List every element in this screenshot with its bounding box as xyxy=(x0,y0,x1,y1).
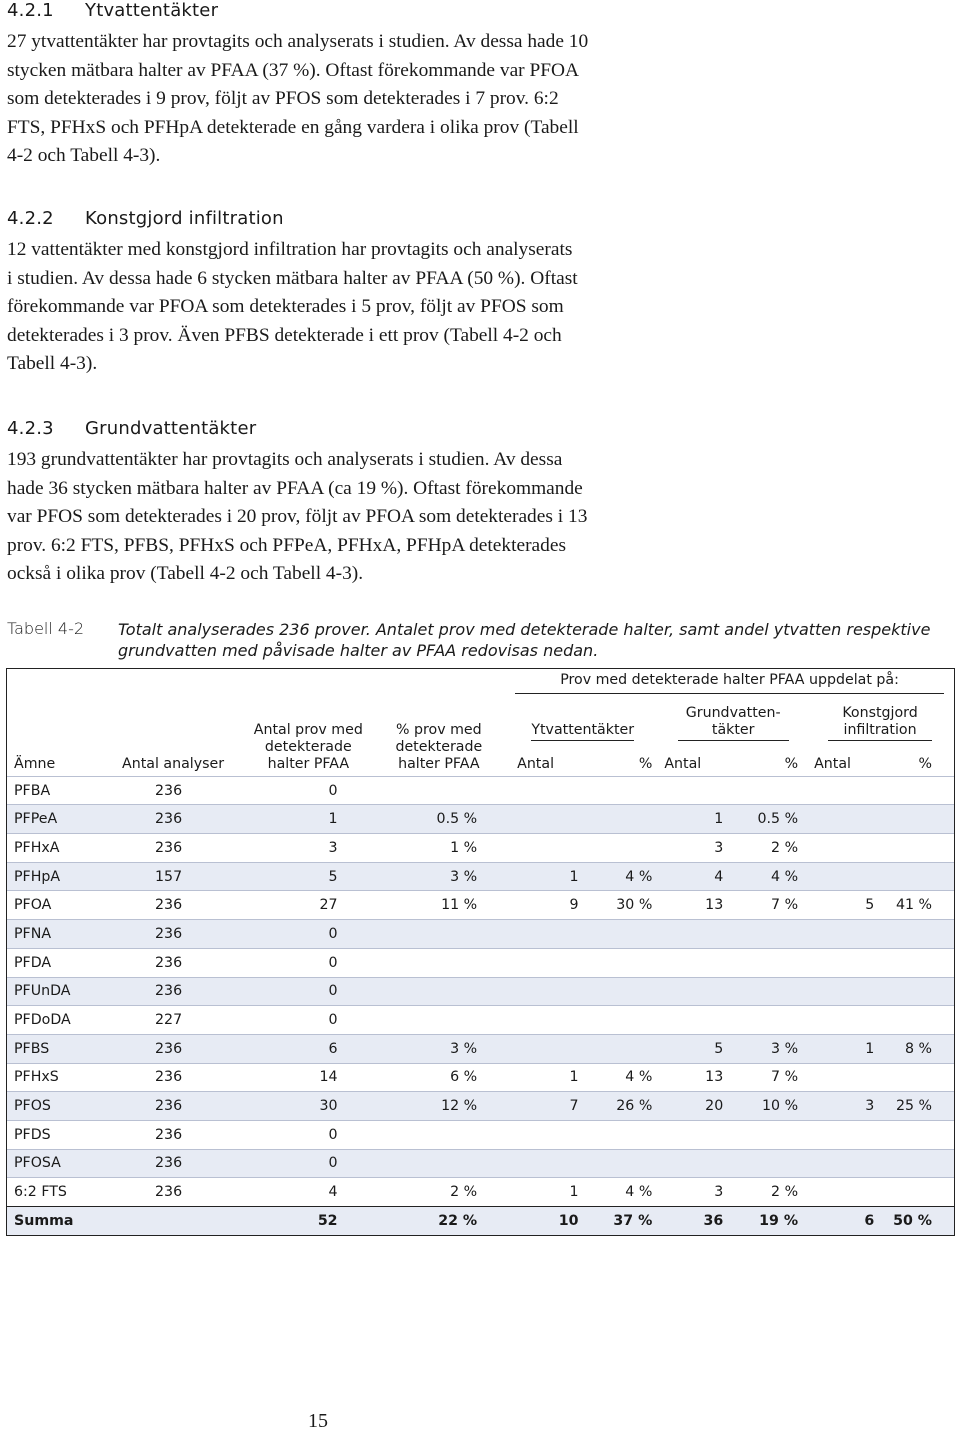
cell-ki-antal xyxy=(806,948,874,977)
table-body xyxy=(7,776,954,1235)
col-header-amne: Ämne xyxy=(14,755,56,772)
cell-pct-prov xyxy=(343,977,506,1006)
cell-yt-pct: 4 % xyxy=(579,1063,661,1092)
table-caption-label: Tabell 4-2 xyxy=(7,619,85,638)
cell-yt-pct xyxy=(579,776,661,805)
cell-ki-antal xyxy=(806,805,874,834)
cell-pct-prov: 12 % xyxy=(343,1092,506,1121)
col-header-antal-analyser: Antal analyser xyxy=(122,755,225,772)
cell-ki-antal: 1 xyxy=(806,1034,874,1063)
cell-yt-pct xyxy=(579,1034,661,1063)
cell-gv-antal xyxy=(660,776,723,805)
section-4-2-1 xyxy=(7,0,637,171)
table-row xyxy=(7,805,954,834)
cell-yt-pct xyxy=(579,1006,661,1035)
cell-ki-antal xyxy=(806,1149,874,1178)
cell-antal-prov: 4 xyxy=(246,1178,342,1207)
cell-yt-antal: 1 xyxy=(505,1063,578,1092)
cell-gv-antal: 3 xyxy=(660,1178,723,1207)
group-header: Prov med detekterade halter PFAA uppdelat på: xyxy=(515,672,944,694)
col-header-gv-pct: % xyxy=(784,755,799,772)
cell-gv-pct: 7 % xyxy=(723,1063,806,1092)
col-header-ki-antal: Antal xyxy=(814,755,851,772)
cell-gv-pct: 3 % xyxy=(723,1034,806,1063)
cell-yt-antal xyxy=(505,920,578,949)
cell-ki-pct xyxy=(874,805,954,834)
cell-yt-antal: 9 xyxy=(505,891,578,920)
cell-pct-prov xyxy=(343,948,506,977)
cell-ki-antal xyxy=(806,977,874,1006)
cell-amne: PFBS xyxy=(7,1034,115,1063)
table-header-group-row xyxy=(7,669,954,697)
cell-antal-analyser: 236 xyxy=(115,1034,246,1063)
cell-pct-prov: 2 % xyxy=(343,1178,506,1207)
table-sum-row xyxy=(7,1207,954,1235)
cell-yt-pct: 37 % xyxy=(579,1207,661,1235)
cell-pct-prov: 3 % xyxy=(343,1034,506,1063)
cell-ki-antal: 5 xyxy=(806,891,874,920)
cell-amne: PFHpA xyxy=(7,862,115,891)
cell-yt-pct xyxy=(579,1120,661,1149)
cell-gv-pct xyxy=(723,1006,806,1035)
cell-antal-prov: 27 xyxy=(246,891,342,920)
section-4-2-3 xyxy=(7,418,637,589)
cell-antal-analyser: 236 xyxy=(115,891,246,920)
cell-yt-antal xyxy=(505,977,578,1006)
cell-yt-pct: 4 % xyxy=(579,862,661,891)
cell-ki-antal xyxy=(806,862,874,891)
cell-gv-antal: 3 xyxy=(660,834,723,863)
table-row xyxy=(7,977,954,1006)
table-header-row xyxy=(7,697,954,745)
cell-antal-prov: 1 xyxy=(246,805,342,834)
cell-ki-pct xyxy=(874,1120,954,1149)
cell-yt-antal: 7 xyxy=(505,1092,578,1121)
cell-gv-antal xyxy=(660,1120,723,1149)
cell-antal-analyser: 236 xyxy=(115,977,246,1006)
cell-antal-prov: 0 xyxy=(246,776,342,805)
cell-amne: PFPeA xyxy=(7,805,115,834)
cell-yt-antal: 1 xyxy=(505,862,578,891)
cell-gv-antal: 13 xyxy=(660,1063,723,1092)
cell-pct-prov: 3 % xyxy=(343,862,506,891)
cell-antal-prov: 3 xyxy=(246,834,342,863)
cell-ki-pct xyxy=(874,948,954,977)
cell-pct-prov xyxy=(343,1120,506,1149)
cell-gv-pct xyxy=(723,1149,806,1178)
table-row xyxy=(7,1149,954,1178)
cell-gv-antal xyxy=(660,920,723,949)
section-4-2-2 xyxy=(7,208,637,379)
section-heading: 4.2.1 Ytvattentäkter xyxy=(7,0,219,21)
cell-antal-analyser: 236 xyxy=(115,1149,246,1178)
cell-antal-prov: 6 xyxy=(246,1034,342,1063)
table-row xyxy=(7,891,954,920)
subheader-grundvatten: Grundvatten- täkter xyxy=(678,705,789,741)
cell-gv-pct: 2 % xyxy=(723,834,806,863)
cell-ki-pct xyxy=(874,920,954,949)
cell-gv-pct xyxy=(723,977,806,1006)
cell-antal-prov: 0 xyxy=(246,1149,342,1178)
table-row xyxy=(7,1178,954,1207)
cell-antal-analyser: 236 xyxy=(115,920,246,949)
cell-gv-pct: 0.5 % xyxy=(723,805,806,834)
cell-ki-pct: 50 % xyxy=(874,1207,954,1235)
cell-amne: PFHxS xyxy=(7,1063,115,1092)
cell-pct-prov: 0.5 % xyxy=(343,805,506,834)
cell-ki-antal xyxy=(806,920,874,949)
col-header-pct-prov: % prov med detekterade halter PFAA xyxy=(395,721,483,772)
subheader-konstgjord: Konstgjord infiltration xyxy=(828,705,931,741)
table-row xyxy=(7,1006,954,1035)
cell-gv-pct xyxy=(723,1120,806,1149)
cell-yt-pct xyxy=(579,834,661,863)
cell-antal-prov: 0 xyxy=(246,1006,342,1035)
cell-yt-antal: 1 xyxy=(505,1178,578,1207)
cell-pct-prov xyxy=(343,920,506,949)
cell-antal-analyser: 236 xyxy=(115,1178,246,1207)
cell-antal-prov: 14 xyxy=(246,1063,342,1092)
cell-gv-antal: 5 xyxy=(660,1034,723,1063)
cell-pct-prov xyxy=(343,776,506,805)
cell-ki-pct xyxy=(874,776,954,805)
section-heading: 4.2.3 Grundvattentäkter xyxy=(7,418,257,439)
cell-antal-analyser: 236 xyxy=(115,1120,246,1149)
cell-gv-antal xyxy=(660,1149,723,1178)
table-row xyxy=(7,948,954,977)
cell-gv-antal: 13 xyxy=(660,891,723,920)
cell-yt-pct xyxy=(579,805,661,834)
cell-yt-pct xyxy=(579,977,661,1006)
cell-gv-antal: 36 xyxy=(660,1207,723,1235)
cell-antal-prov: 0 xyxy=(246,920,342,949)
cell-antal-prov: 5 xyxy=(246,862,342,891)
cell-yt-antal xyxy=(505,1006,578,1035)
section-paragraph: 27 ytvattentäkter har provtagits och analyserats i studien. Av dessa hade 10 stycken mätbara halter av PFAA (37 %). Oftast förekommande var PFOA som detekterades i 9 prov, följt av PFOS som detekterades i 7 prov. 6:2 FTS, PFHxS och PFHpA detekterade en gång vardera i olika prov (Tabell 4-2 och Tabell 4-3). xyxy=(7,31,589,167)
cell-amne: PFBA xyxy=(7,776,115,805)
cell-ki-pct: 8 % xyxy=(874,1034,954,1063)
cell-yt-antal xyxy=(505,776,578,805)
col-header-ki-pct: % xyxy=(918,755,932,772)
cell-yt-pct: 26 % xyxy=(579,1092,661,1121)
cell-antal-analyser: 236 xyxy=(115,1063,246,1092)
cell-amne: PFUnDA xyxy=(7,977,115,1006)
cell-ki-pct xyxy=(874,977,954,1006)
table-row xyxy=(7,862,954,891)
cell-yt-pct: 4 % xyxy=(579,1178,661,1207)
cell-antal-prov: 30 xyxy=(246,1092,342,1121)
table-row xyxy=(7,834,954,863)
cell-gv-antal: 4 xyxy=(660,862,723,891)
cell-gv-pct xyxy=(723,776,806,805)
cell-amne: PFOS xyxy=(7,1092,115,1121)
cell-ki-pct xyxy=(874,1063,954,1092)
cell-antal-analyser: 227 xyxy=(115,1006,246,1035)
cell-ki-antal xyxy=(806,1006,874,1035)
table-row xyxy=(7,776,954,805)
cell-pct-prov: 6 % xyxy=(343,1063,506,1092)
cell-antal-analyser xyxy=(115,1207,246,1235)
cell-amne: PFOSA xyxy=(7,1149,115,1178)
cell-amne: PFDoDA xyxy=(7,1006,115,1035)
cell-amne: PFDS xyxy=(7,1120,115,1149)
cell-yt-pct xyxy=(579,1149,661,1178)
col-header-yt-pct: % xyxy=(638,755,653,772)
cell-gv-antal xyxy=(660,977,723,1006)
cell-ki-pct: 25 % xyxy=(874,1092,954,1121)
cell-antal-prov: 0 xyxy=(246,977,342,1006)
cell-gv-antal xyxy=(660,948,723,977)
cell-antal-analyser: 236 xyxy=(115,834,246,863)
cell-amne: Summa xyxy=(7,1207,115,1235)
cell-gv-antal xyxy=(660,1006,723,1035)
pfaa-results-table xyxy=(6,668,955,1236)
table-row xyxy=(7,1120,954,1149)
cell-ki-pct xyxy=(874,1006,954,1035)
cell-gv-pct: 10 % xyxy=(723,1092,806,1121)
cell-gv-antal: 20 xyxy=(660,1092,723,1121)
cell-ki-antal xyxy=(806,834,874,863)
cell-ki-pct xyxy=(874,1178,954,1207)
cell-antal-prov: 0 xyxy=(246,1120,342,1149)
cell-gv-pct xyxy=(723,920,806,949)
table-row xyxy=(7,1092,954,1121)
cell-amne: PFDA xyxy=(7,948,115,977)
cell-yt-antal xyxy=(505,805,578,834)
cell-ki-antal xyxy=(806,1120,874,1149)
table-row xyxy=(7,920,954,949)
cell-pct-prov xyxy=(343,1006,506,1035)
cell-antal-analyser: 157 xyxy=(115,862,246,891)
cell-antal-prov: 0 xyxy=(246,948,342,977)
cell-gv-pct: 19 % xyxy=(723,1207,806,1235)
cell-ki-antal xyxy=(806,1178,874,1207)
cell-antal-analyser: 236 xyxy=(115,1092,246,1121)
cell-gv-antal: 1 xyxy=(660,805,723,834)
section-heading: 4.2.2 Konstgjord infiltration xyxy=(7,208,284,229)
cell-antal-analyser: 236 xyxy=(115,805,246,834)
cell-pct-prov xyxy=(343,1149,506,1178)
cell-gv-pct: 2 % xyxy=(723,1178,806,1207)
table-caption-text: Totalt analyserades 236 prover. Antalet prov med detekterade halter, samt andel ytvatten respektive grundvatten med påvisade halter av PFAA redovisas nedan. xyxy=(118,620,931,660)
col-header-antal-prov: Antal prov med detekterade halter PFAA xyxy=(253,721,363,772)
cell-amne: PFHxA xyxy=(7,834,115,863)
cell-ki-pct xyxy=(874,1149,954,1178)
cell-gv-pct: 7 % xyxy=(723,891,806,920)
cell-amne: PFOA xyxy=(7,891,115,920)
cell-yt-antal xyxy=(505,948,578,977)
cell-ki-pct xyxy=(874,862,954,891)
col-header-yt-antal: Antal xyxy=(517,755,555,772)
section-paragraph: 193 grundvattentäkter har provtagits och analyserats i studien. Av dessa hade 36 stycken mätbara halter av PFAA (ca 19 %). Oftast förekommande var PFOS som detekterades i 20 prov, följt av PFOA som detekterades i 13 prov. 6:2 FTS, PFBS, PFHxS och PFPeA, PFHxA, PFHpA detekterades också i olika prov (Tabell 4-2 och Tabell 4-3). xyxy=(7,449,588,585)
cell-antal-analyser: 236 xyxy=(115,776,246,805)
cell-ki-antal: 6 xyxy=(806,1207,874,1235)
cell-pct-prov: 22 % xyxy=(343,1207,506,1235)
cell-yt-antal xyxy=(505,1034,578,1063)
cell-ki-antal: 3 xyxy=(806,1092,874,1121)
cell-ki-pct: 41 % xyxy=(874,891,954,920)
cell-antal-analyser: 236 xyxy=(115,948,246,977)
table-row xyxy=(7,1063,954,1092)
cell-pct-prov: 11 % xyxy=(343,891,506,920)
subheader-ytvatten: Ytvattentäkter xyxy=(531,722,634,741)
cell-gv-pct: 4 % xyxy=(723,862,806,891)
cell-ki-antal xyxy=(806,776,874,805)
table-row xyxy=(7,1034,954,1063)
cell-ki-pct xyxy=(874,834,954,863)
cell-amne: 6:2 FTS xyxy=(7,1178,115,1207)
cell-yt-antal xyxy=(505,1149,578,1178)
col-header-gv-antal: Antal xyxy=(664,755,702,772)
page-number: 15 xyxy=(308,1410,328,1432)
cell-yt-antal xyxy=(505,834,578,863)
cell-antal-prov: 52 xyxy=(246,1207,342,1235)
cell-pct-prov: 1 % xyxy=(343,834,506,863)
cell-yt-antal xyxy=(505,1120,578,1149)
cell-amne: PFNA xyxy=(7,920,115,949)
section-paragraph: 12 vattentäkter med konstgjord infiltration har provtagits och analyserats i studien. Av dessa hade 6 stycken mätbara halter av PFAA (50 %). Oftast förekommande var PFOA som detekterades i 5 prov, följt av PFOS som detekterades i 3 prov. Även PFBS detekterade i ett prov (Tabell 4-2 och Tabell 4-3). xyxy=(7,239,578,375)
cell-yt-pct xyxy=(579,948,661,977)
cell-gv-pct xyxy=(723,948,806,977)
cell-yt-pct: 30 % xyxy=(579,891,661,920)
cell-yt-pct xyxy=(579,920,661,949)
cell-yt-antal: 10 xyxy=(505,1207,578,1235)
cell-ki-antal xyxy=(806,1063,874,1092)
